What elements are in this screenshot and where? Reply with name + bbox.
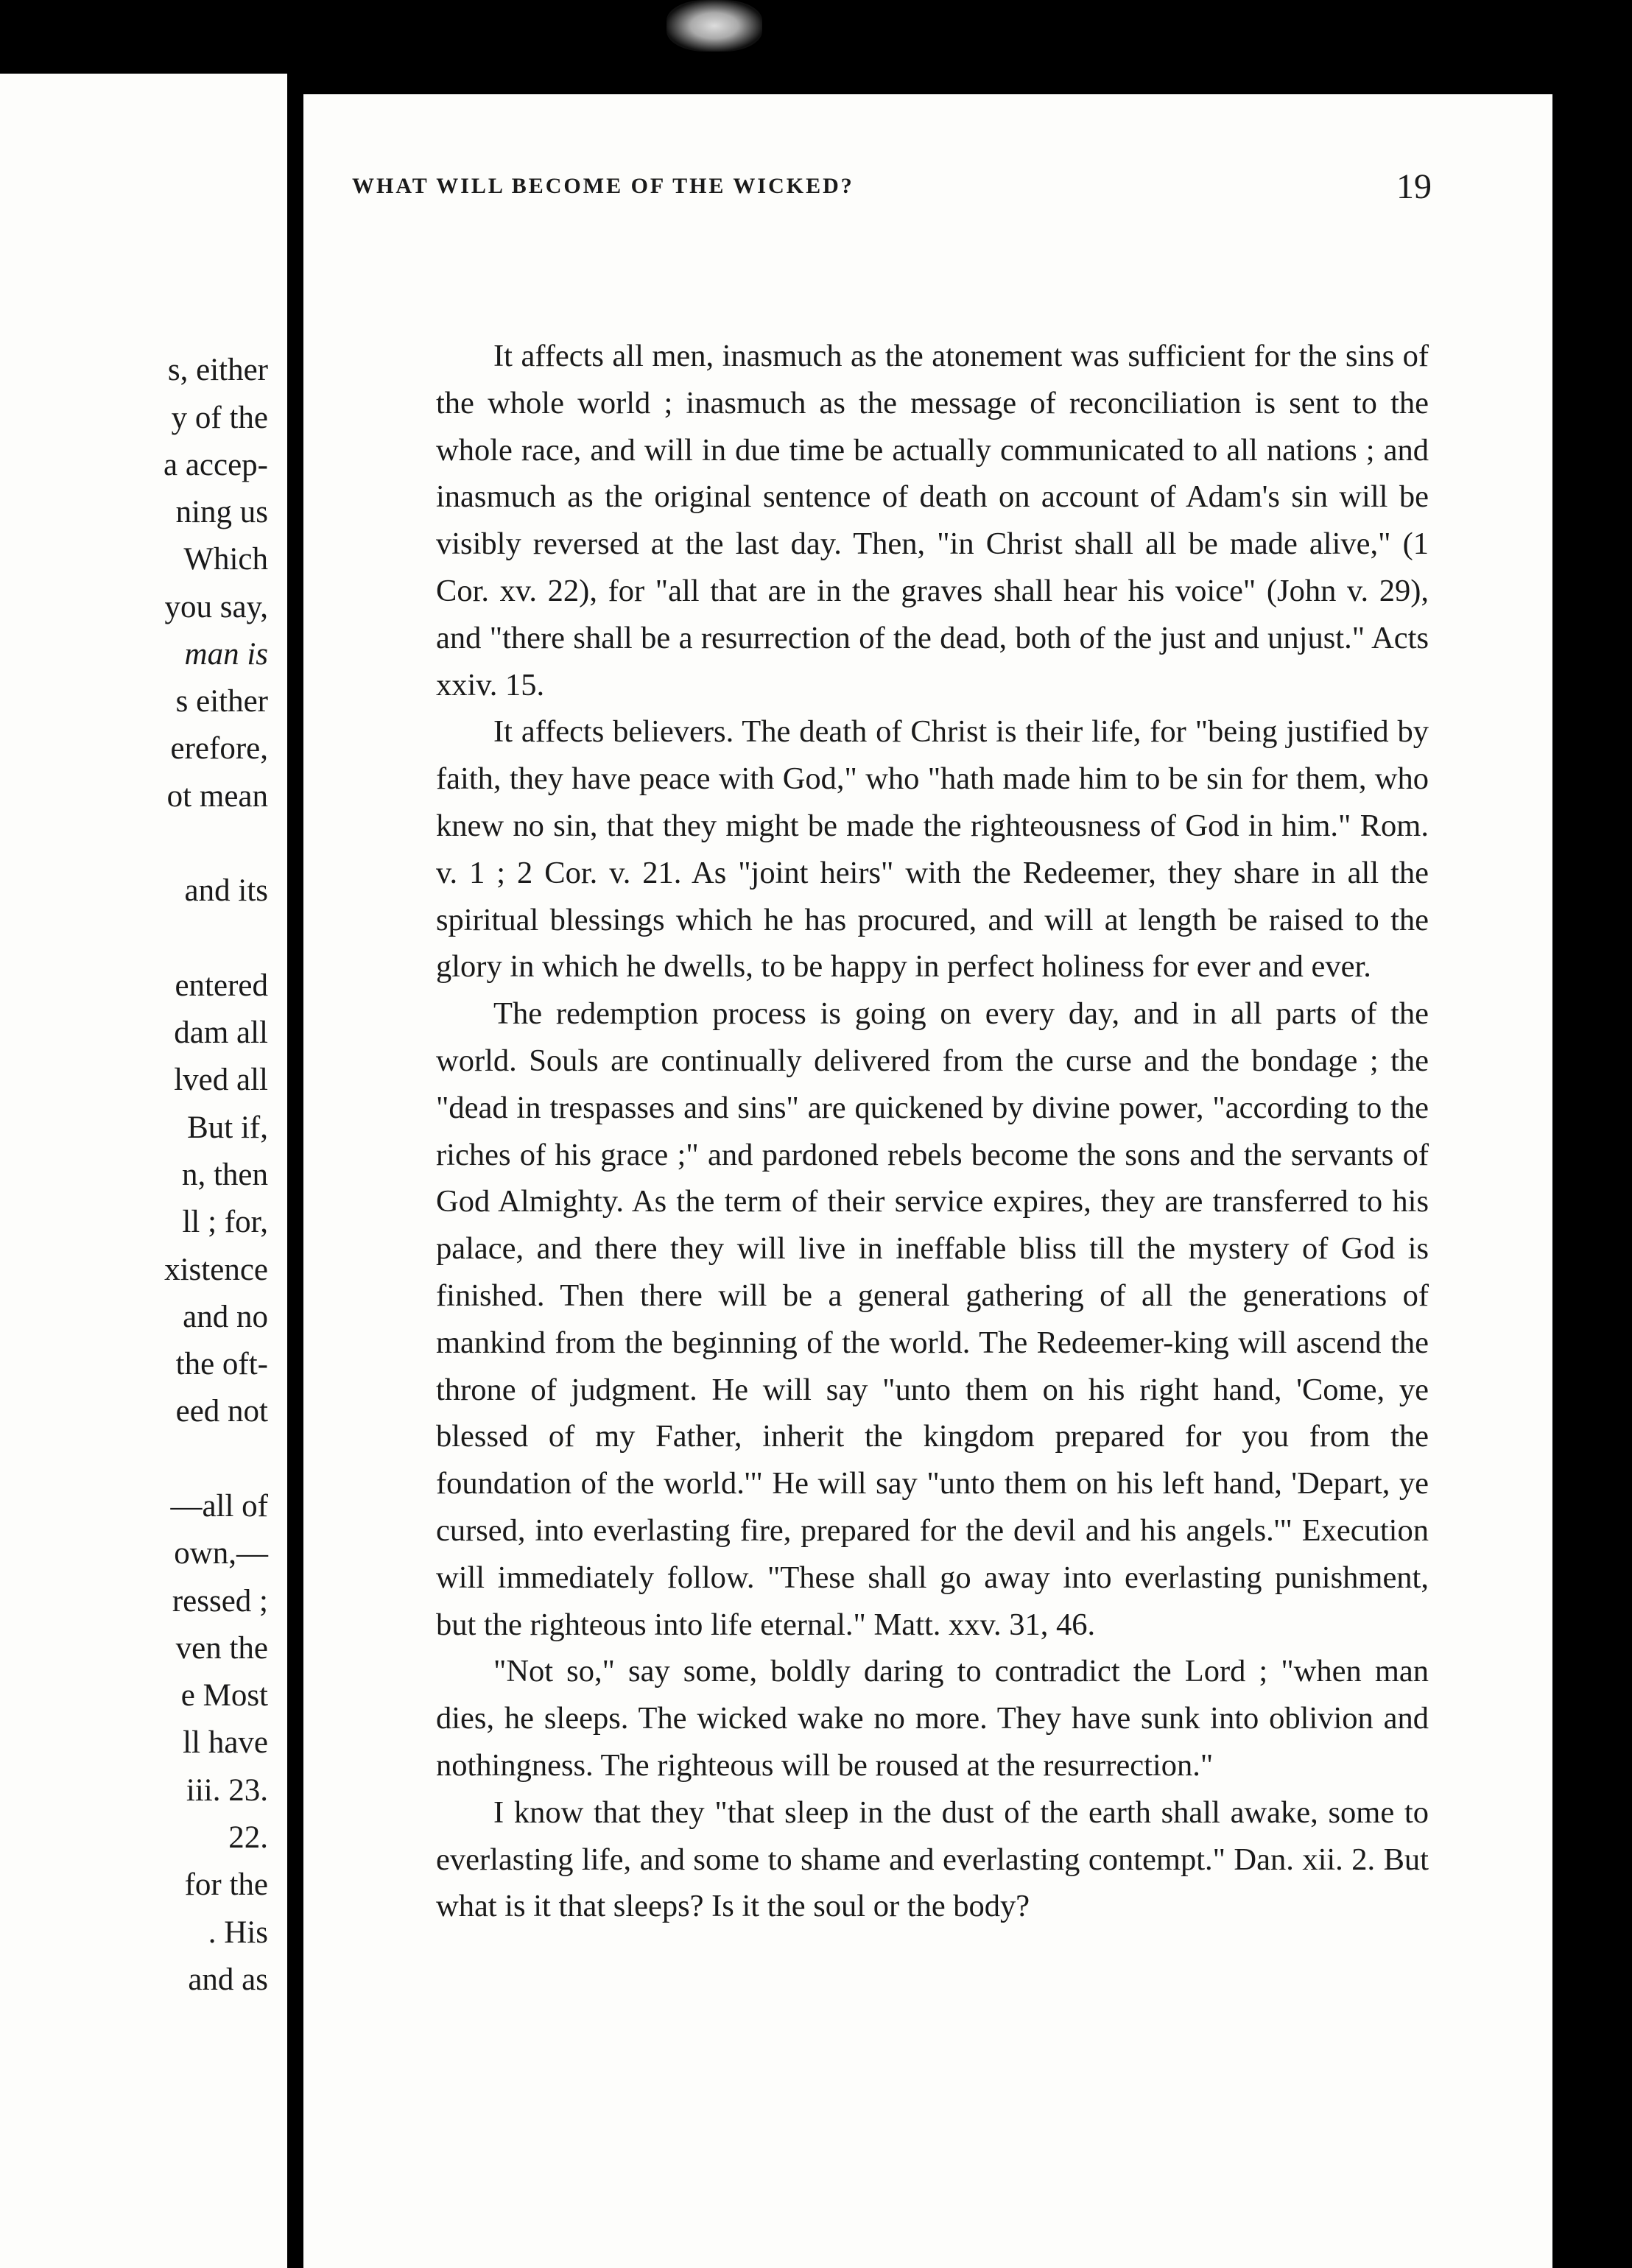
left-line: iii. 23.	[186, 1773, 268, 1808]
ink-stain	[666, 0, 762, 52]
left-line: But if,	[187, 1110, 268, 1145]
left-line: y of the	[171, 401, 268, 435]
left-line: entered	[175, 968, 268, 1003]
left-line: ning us	[175, 495, 268, 529]
left-line: ven the	[175, 1631, 268, 1666]
left-line: ot mean	[166, 779, 268, 814]
running-head: WHAT WILL BECOME OF THE WICKED?	[352, 174, 854, 198]
left-line: ll ; for,	[182, 1205, 268, 1239]
body-text	[436, 333, 1429, 1930]
left-line: s either	[175, 684, 268, 719]
left-line: and as	[188, 1962, 268, 1997]
paragraph: It affects believers. The death of Christ is their life, for "being justified by faith, they have peace with God," who "hath made him to be sin for them, who knew no sin, that they might be made the righteousness of God in him." Rom. v. 1 ; 2 Cor. v. 21. As "joint heirs" with the Redeemer, they share in all the spiritual blessings which he has procured, and will at length be raised to the glory in which he dwells, to be happy in perfect holiness for ever and ever.	[436, 714, 1429, 985]
left-line: e Most	[180, 1678, 268, 1713]
left-line: . His	[208, 1915, 268, 1950]
left-line: dam all	[174, 1015, 268, 1050]
left-line: ressed ;	[172, 1584, 268, 1619]
left-line: and its	[184, 873, 268, 908]
left-line: n, then	[181, 1158, 268, 1192]
left-line: Which	[183, 542, 268, 577]
left-line: you say,	[164, 590, 268, 624]
left-line: erefore,	[170, 731, 268, 766]
left-page	[0, 74, 287, 2268]
left-line: xistence	[164, 1253, 268, 1287]
left-line: man is	[184, 637, 268, 672]
left-line: own,—	[174, 1536, 268, 1571]
left-line: the oft-	[175, 1347, 268, 1381]
left-line: lved all	[174, 1063, 268, 1097]
left-line: and no	[183, 1300, 268, 1334]
page-number: 19	[1396, 167, 1432, 206]
left-line: —all of	[170, 1489, 268, 1524]
paragraph: I know that they "that sleep in the dust of the earth shall awake, some to everlasting life, and some to shame and everlasting contempt." Dan. xii. 2. But what is it that sleeps? Is it the soul or the body?	[436, 1795, 1429, 1924]
paragraph: It affects all men, inasmuch as the atonement was sufficient for the sins of the whole world ; inasmuch as the message of reconciliation is sent to the whole race, and will in due time be actually communicated to all nations ; and inasmuch as the original sentence of death on account of Adam's sin will be visibly reversed at the last day. Then, "in Christ shall all be made alive," (1 Cor. xv. 22), for "all that are in the graves shall hear his voice" (John v. 29), and "there shall be a resurrection of the dead, both of the just and unjust." Acts xxiv. 15.	[436, 339, 1429, 702]
left-line: ll have	[183, 1725, 268, 1760]
paragraph: "Not so," say some, boldly daring to contradict the Lord ; "when man dies, he sleeps. The wicked wake no more. They have sunk into oblivion and nothingness. The righteous will be roused at the resurrection."	[436, 1654, 1429, 1783]
left-line: a accep-	[163, 448, 268, 482]
left-line: eed not	[175, 1394, 268, 1429]
left-line: s, either	[167, 353, 268, 387]
left-line: for the	[184, 1867, 268, 1902]
paragraph: The redemption process is going on every day, and in all parts of the world. Souls are continually delivered from the curse and the bondage ; the "dead in trespasses and sins" are quickened by divine power, "according to the riches of his grace ;" and pardoned rebels become the sons and the servants of God Almighty. As the term of their service expires, they are transferred to his palace, and there they will live in ineffable bliss till the mystery of God is finished. Then there will be a general gathering of all the generations of mankind from the beginning of the world. The Redeemer-king will ascend the throne of judgment. He will say "unto them on his right hand, 'Come, ye blessed of my Father, inherit the kingdom prepared for you from the foundation of the world.'" He will say "unto them on his left hand, 'Depart, ye cursed, into everlasting fire, prepared for the devil and his angels.'" Execution will immediately follow. "These shall go away into everlasting punishment, but the righteous into life eternal." Matt. xxv. 31, 46.	[436, 996, 1429, 1642]
left-line: 22.	[228, 1820, 268, 1855]
